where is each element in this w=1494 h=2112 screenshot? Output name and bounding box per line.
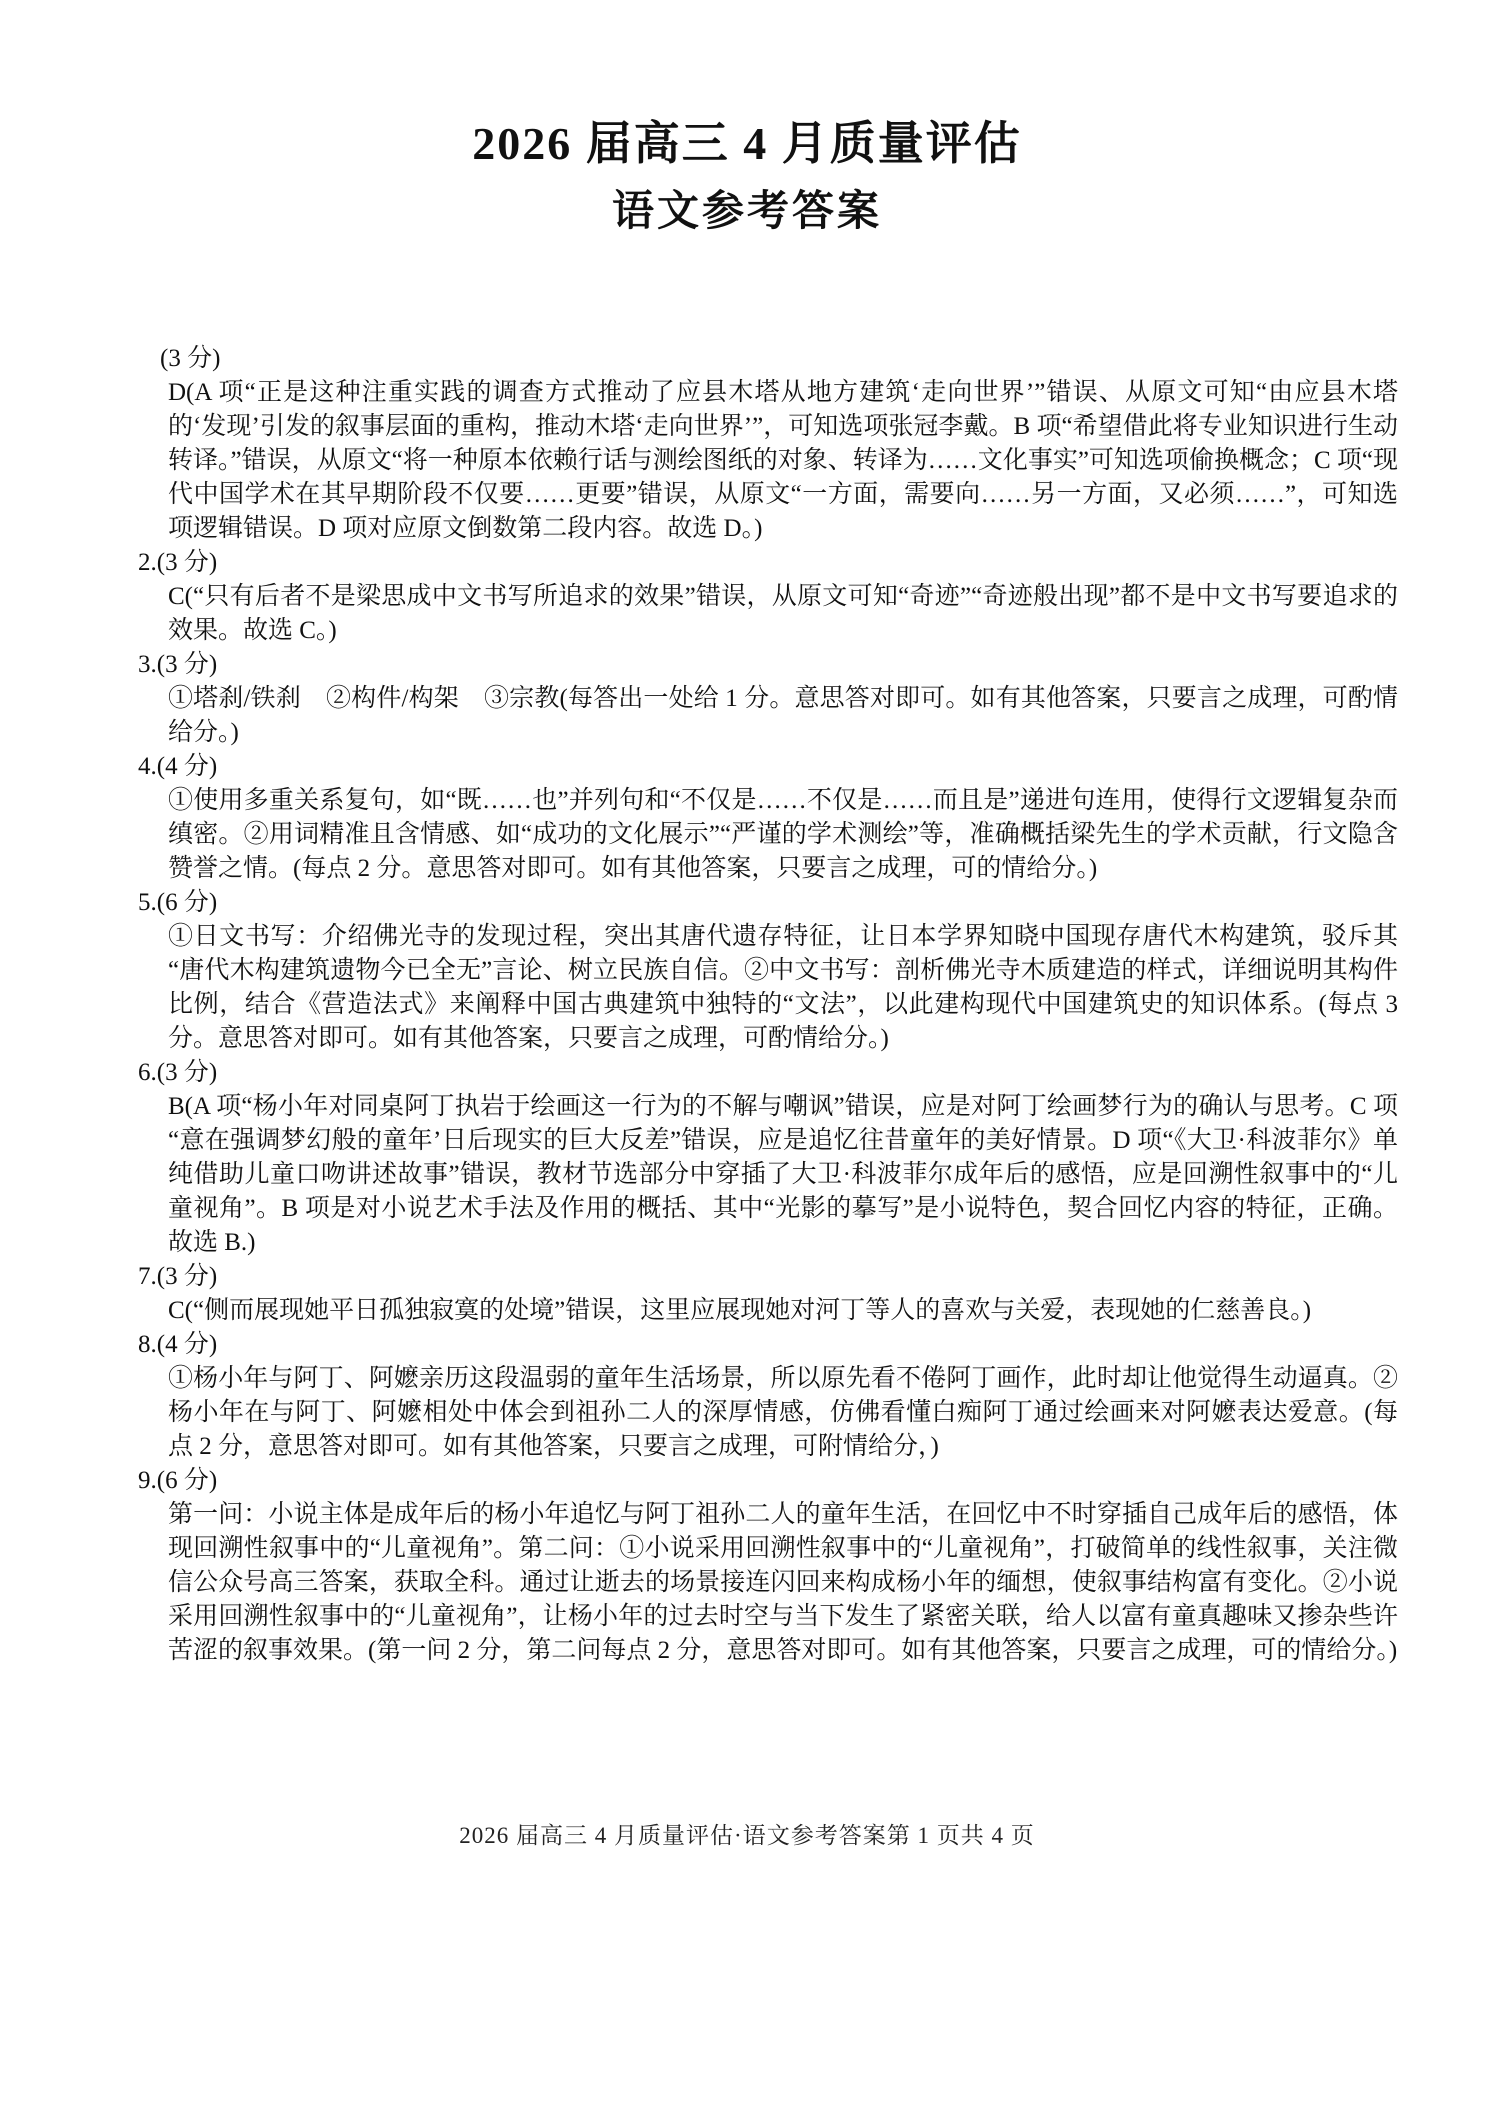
answer-item-content: ①塔刹/铁刹 ②构件/构架 ③宗教(每答出一处给 1 分。意思答对即可。如有其他答案，只要言之成理，可酌情给分。) (168, 684, 1398, 746)
answer-item-content: C(“侧而展现她平日孤独寂寞的处境”错误，这里应展现她对河丁等人的喜欢与关爱，表现她的仁慈善良。) (168, 1296, 1312, 1324)
answer-item-label: 2.(3 分) (138, 548, 218, 576)
answer-item-label: 8.(4 分) (138, 1330, 218, 1358)
answer-item-label: 6.(3 分) (138, 1058, 218, 1086)
answer-item-label: 3.(3 分) (138, 650, 218, 678)
page-subtitle: 语文参考答案 (611, 189, 882, 236)
answer-item-5 (138, 886, 1398, 1056)
answer-item-3 (138, 648, 1398, 750)
answer-item-1 (138, 342, 1398, 546)
answers-section (138, 342, 1398, 1668)
answer-item-content: ①使用多重关系复句，如“既……也”并列句和“不仅是……不仅是……而且是”递进句连用，使得行文逻辑复杂而缜密。②用词精准且含情感、如“成功的文化展示”“严谨的学术测绘”等，准确概括梁先生的学术贡献，行文隐含赞誉之情。(每点 2 分。意思答对即可。如有其他答案，只要言之成理，可的情给分。) (168, 786, 1398, 882)
answer-item-content: ①杨小年与阿丁、阿嬷亲历这段温弱的童年生活场景，所以原先看不倦阿丁画作，此时却让他觉得生动逼真。②杨小年在与阿丁、阿嬷相处中体会到祖孙二人的深厚情感，仿佛看懂白痴阿丁通过绘画来对阿嬷表达爱意。(每点 2 分，意思答对即可。如有其他答案，只要言之成理，可附情给分，) (168, 1364, 1398, 1460)
answer-item-8 (138, 1328, 1398, 1464)
answer-item-label: 9.(6 分) (138, 1466, 218, 1494)
page-footer: 2026 届高三 4 月质量评估·语文参考答案第 1 页共 4 页 (459, 1823, 1035, 1848)
answer-item-9 (138, 1464, 1398, 1668)
answer-item-content: C(“只有后者不是梁思成中文书写所追求的效果”错误，从原文可知“奇迹”“奇迹般出现”都不是中文书写要追求的效果。故选 C。) (168, 582, 1398, 644)
answer-item-content: B(A 项“杨小年对同桌阿丁执岩于绘画这一行为的不解与嘲讽”错误，应是对阿丁绘画梦行为的确认与思考。C 项“意在强调梦幻般的童年’日后现实的巨大反差”错误，应是追忆往昔童年的美好情景。D 项“《大卫·科波菲尔》单纯借助儿童口吻讲述故事”错误，教材节选部分中穿插了大卫·科波菲尔成年后的感悟，应是回溯性叙事中的“儿童视角”。B 项是对小说艺术手法及作用的概括、其中“光影的摹写”是小说特色，契合回忆内容的特征，正确。故选 B.) (168, 1092, 1398, 1256)
answer-item-content: ①日文书写：介绍佛光寺的发现过程，突出其唐代遗存特征，让日本学界知晓中国现存唐代木构建筑，驳斥其“唐代木构建筑遗物今已全无”言论、树立民族自信。②中文书写：剖析佛光寺木质建造的样式，详细说明其构件比例，结合《营造法式》来阐释中国古典建筑中独特的“文法”，以此建构现代中国建筑史的知识体系。(每点 3 分。意思答对即可。如有其他答案，只要言之成理，可酌情给分。) (168, 922, 1398, 1052)
answer-item-7 (138, 1260, 1398, 1328)
answer-item-2 (138, 546, 1398, 648)
answer-item-content: D(A 项“正是这种注重实践的调查方式推动了应县木塔从地方建筑‘走向世界’”错误、从原文可知“由应县木塔的‘发现’引发的叙事层面的重构，推动木塔‘走向世界’”，可知选项张冠李戴。B 项“希望借此将专业知识进行生动转译。”错误，从原文“将一种原本依赖行话与测绘图纸的对象、转译为……文化事实”可知选项偷换概念；C 项“现代中国学术在其早期阶段不仅要……更要”错误，从原文“一方面，需要向……另一方面，又必须……”，可知选项逻辑错误。D 项对应原文倒数第二段内容。故选 D。) (168, 378, 1398, 542)
answer-item-content: 第一问：小说主体是成年后的杨小年追忆与阿丁祖孙二人的童年生活，在回忆中不时穿插自己成年后的感悟，体现回溯性叙事中的“儿童视角”。第二问：①小说采用回溯性叙事中的“儿童视角”，打破简单的线性叙事，关注微信公众号高三答案，获取全科。通过让逝去的场景接连闪回来构成杨小年的缅想，使叙事结构富有变化。②小说采用回溯性叙事中的“儿童视角”，让杨小年的过去时空与当下发生了紧密关联，给人以富有童真趣味又掺杂些许苦涩的叙事效果。(第一问 2 分，第二问每点 2 分，意思答对即可。如有其他答案，只要言之成理，可的情给分。) (168, 1500, 1398, 1664)
answer-item-label: 4.(4 分) (138, 752, 218, 780)
answer-item-label: (3 分) (160, 344, 221, 372)
answer-item-4 (138, 750, 1398, 886)
answer-item-label: 5.(6 分) (138, 888, 218, 916)
answer-item-label: 7.(3 分) (138, 1262, 218, 1290)
page-title: 2026 届高三 4 月质量评估 (472, 118, 1022, 169)
answer-item-6 (138, 1056, 1398, 1260)
